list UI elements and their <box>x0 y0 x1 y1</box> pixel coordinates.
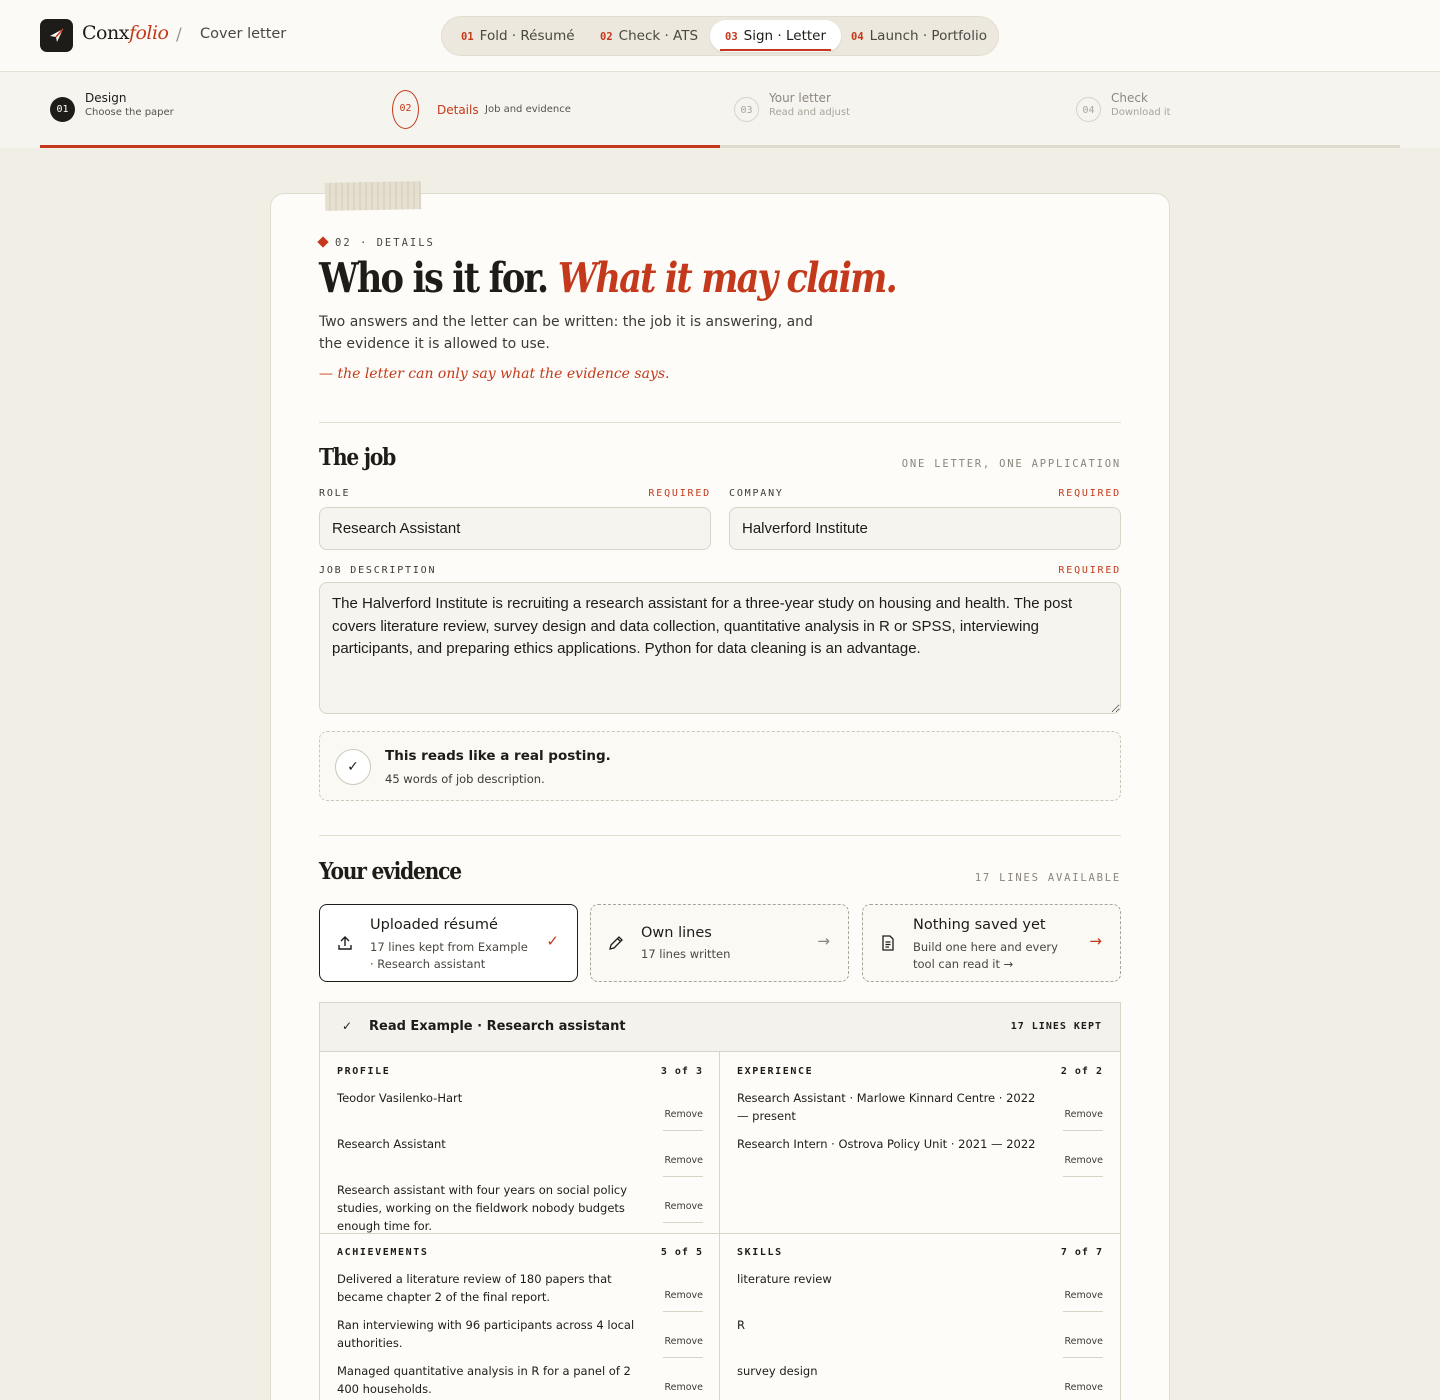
page-intro: Two answers and the letter can be written: the job it is answering, and the evidence it is allowed to use. <box>319 314 813 352</box>
list-item <box>337 1181 703 1233</box>
list-item <box>337 1135 703 1181</box>
page-quote: — the letter can only say what the evidence says. <box>319 366 670 382</box>
posting-check <box>319 731 1121 801</box>
breadcrumb-current: Cover letter <box>200 26 287 42</box>
column-divider <box>719 1052 720 1400</box>
item-text: Managed quantitative analysis in R for a panel of 2 400 households. <box>337 1364 631 1396</box>
source-subtitle: Build one here and every tool can read it → <box>913 940 1058 971</box>
source-nothing-saved[interactable] <box>862 904 1121 982</box>
remove-button[interactable]: Remove <box>663 1326 703 1358</box>
group-count: 7 of 7 <box>1060 1247 1103 1258</box>
divider <box>319 422 1121 423</box>
remove-button[interactable]: Remove <box>663 1145 703 1177</box>
step-number: 01 <box>50 97 75 122</box>
group-title: SKILLS <box>737 1247 783 1258</box>
step-number: 02 <box>392 90 419 129</box>
brand-name[interactable]: Conxfolio <box>82 22 169 44</box>
tape-decoration <box>325 181 421 211</box>
read-panel-title: Read Example · Research assistant <box>369 1019 626 1034</box>
list-item <box>337 1270 703 1316</box>
resume-read-panel <box>319 1002 1121 1400</box>
source-title: Nothing saved yet <box>913 917 1046 933</box>
role-label: ROLE <box>319 488 351 499</box>
group-count: 3 of 3 <box>660 1066 703 1077</box>
divider <box>319 835 1121 836</box>
company-required: REQUIRED <box>1058 488 1121 499</box>
list-item <box>737 1135 1103 1181</box>
step-title: Details <box>437 103 479 117</box>
logo-mark[interactable] <box>40 19 73 52</box>
step-title: Your letter <box>769 91 831 105</box>
role-input[interactable] <box>319 507 711 550</box>
list-item <box>337 1316 703 1362</box>
checkmark-icon: ✓ <box>546 932 559 950</box>
item-text: Research Assistant <box>337 1137 446 1151</box>
item-text: Research Assistant · Marlowe Kinnard Centre · 2022 — present <box>737 1091 1036 1123</box>
upload-icon <box>336 934 354 952</box>
group-title: PROFILE <box>337 1066 391 1077</box>
arrow-right-icon: → <box>817 932 830 950</box>
item-text: survey design <box>737 1364 818 1378</box>
list-item <box>737 1270 1103 1316</box>
group-title: EXPERIENCE <box>737 1066 814 1077</box>
step-number: 04 <box>1076 97 1101 122</box>
source-title: Own lines <box>641 925 712 941</box>
step-number: 03 <box>734 97 759 122</box>
job-description-input[interactable] <box>319 582 1121 714</box>
lines-kept-count: 17 LINES KEPT <box>1010 1021 1102 1032</box>
step-progress-fill <box>40 145 720 148</box>
section-eyebrow: 02 · DETAILS <box>319 237 435 249</box>
source-subtitle: 17 lines written <box>641 947 731 961</box>
breadcrumb-separator: / <box>176 25 182 45</box>
step-subtitle: Read and adjust <box>769 107 851 118</box>
step-progress-track <box>40 145 1400 148</box>
item-text: Teodor Vasilenko-Hart <box>337 1091 463 1105</box>
item-text: literature review <box>737 1272 832 1286</box>
source-subtitle: 17 lines kept from Example · Research assistant <box>370 940 528 971</box>
remove-button[interactable]: Remove <box>1063 1145 1103 1177</box>
item-text: Research assistant with four years on social policy studies, working on the fieldwork nobody budgets enough time for. <box>337 1183 628 1233</box>
tool-tab-letter[interactable]: 03 Sign · Letter <box>710 20 841 52</box>
remove-button[interactable]: Remove <box>663 1191 703 1223</box>
list-item <box>737 1316 1103 1362</box>
job-section-title: The job <box>319 444 396 471</box>
tool-tab-resume[interactable]: 01 Fold · Résumé <box>461 28 575 44</box>
step-subtitle: Job and evidence <box>485 104 571 115</box>
step-subtitle: Download it <box>1111 107 1171 118</box>
remove-button[interactable]: Remove <box>1063 1280 1103 1312</box>
step-subtitle: Choose the paper <box>85 107 174 118</box>
stepper <box>0 72 1440 148</box>
checkmark-icon: ✓ <box>335 749 371 785</box>
item-text: Ran interviewing with 96 participants across 4 local authorities. <box>337 1318 635 1350</box>
source-own-lines[interactable] <box>590 904 849 982</box>
group-count: 2 of 2 <box>1060 1066 1103 1077</box>
role-required: REQUIRED <box>648 488 711 499</box>
tool-tab-ats[interactable]: 02 Check · ATS <box>600 28 699 44</box>
evidence-section-title: Your evidence <box>319 858 461 885</box>
list-item <box>737 1089 1103 1135</box>
list-item <box>337 1362 703 1400</box>
list-item <box>337 1089 703 1135</box>
step-title: Design <box>85 91 127 105</box>
job-section-meta: ONE LETTER, ONE APPLICATION <box>901 458 1121 470</box>
remove-button[interactable]: Remove <box>663 1372 703 1400</box>
group-title: ACHIEVEMENTS <box>337 1247 429 1258</box>
paper-plane-icon <box>48 27 65 44</box>
group-count: 5 of 5 <box>660 1247 703 1258</box>
read-panel-header <box>320 1003 1120 1052</box>
top-bar <box>0 0 1440 72</box>
source-uploaded-resume[interactable] <box>319 904 578 982</box>
document-icon <box>879 934 897 952</box>
checkmark-icon: ✓ <box>342 1019 353 1033</box>
company-label: COMPANY <box>729 488 784 499</box>
company-input[interactable] <box>729 507 1121 550</box>
job-description-label: JOB DESCRIPTION <box>319 565 437 576</box>
posting-check-title: This reads like a real posting. <box>385 748 611 764</box>
diamond-icon <box>317 236 328 247</box>
item-text: Research Intern · Ostrova Policy Unit · 2021 — 2022 <box>737 1137 1036 1151</box>
remove-button[interactable]: Remove <box>1063 1372 1103 1400</box>
list-item <box>737 1362 1103 1400</box>
arrow-right-icon: → <box>1089 932 1102 950</box>
item-text: Delivered a literature review of 180 papers that became chapter 2 of the final report. <box>337 1272 612 1304</box>
step-title: Check <box>1111 91 1148 105</box>
tool-switcher <box>441 16 999 56</box>
remove-button[interactable]: Remove <box>1063 1326 1103 1358</box>
posting-check-detail: 45 words of job description. <box>385 772 545 786</box>
remove-button[interactable]: Remove <box>1063 1099 1103 1131</box>
remove-button[interactable]: Remove <box>663 1099 703 1131</box>
page-title: Who is it for. What it may claim. <box>319 254 896 302</box>
item-text: R <box>737 1318 745 1332</box>
evidence-section-meta: 17 LINES AVAILABLE <box>974 872 1121 884</box>
tool-tab-portfolio[interactable]: 04 Launch · Portfolio <box>851 28 987 44</box>
pencil-icon <box>607 934 625 952</box>
details-card <box>270 193 1170 1400</box>
job-description-required: REQUIRED <box>1058 565 1121 576</box>
remove-button[interactable]: Remove <box>663 1280 703 1312</box>
source-title: Uploaded résumé <box>370 917 498 933</box>
